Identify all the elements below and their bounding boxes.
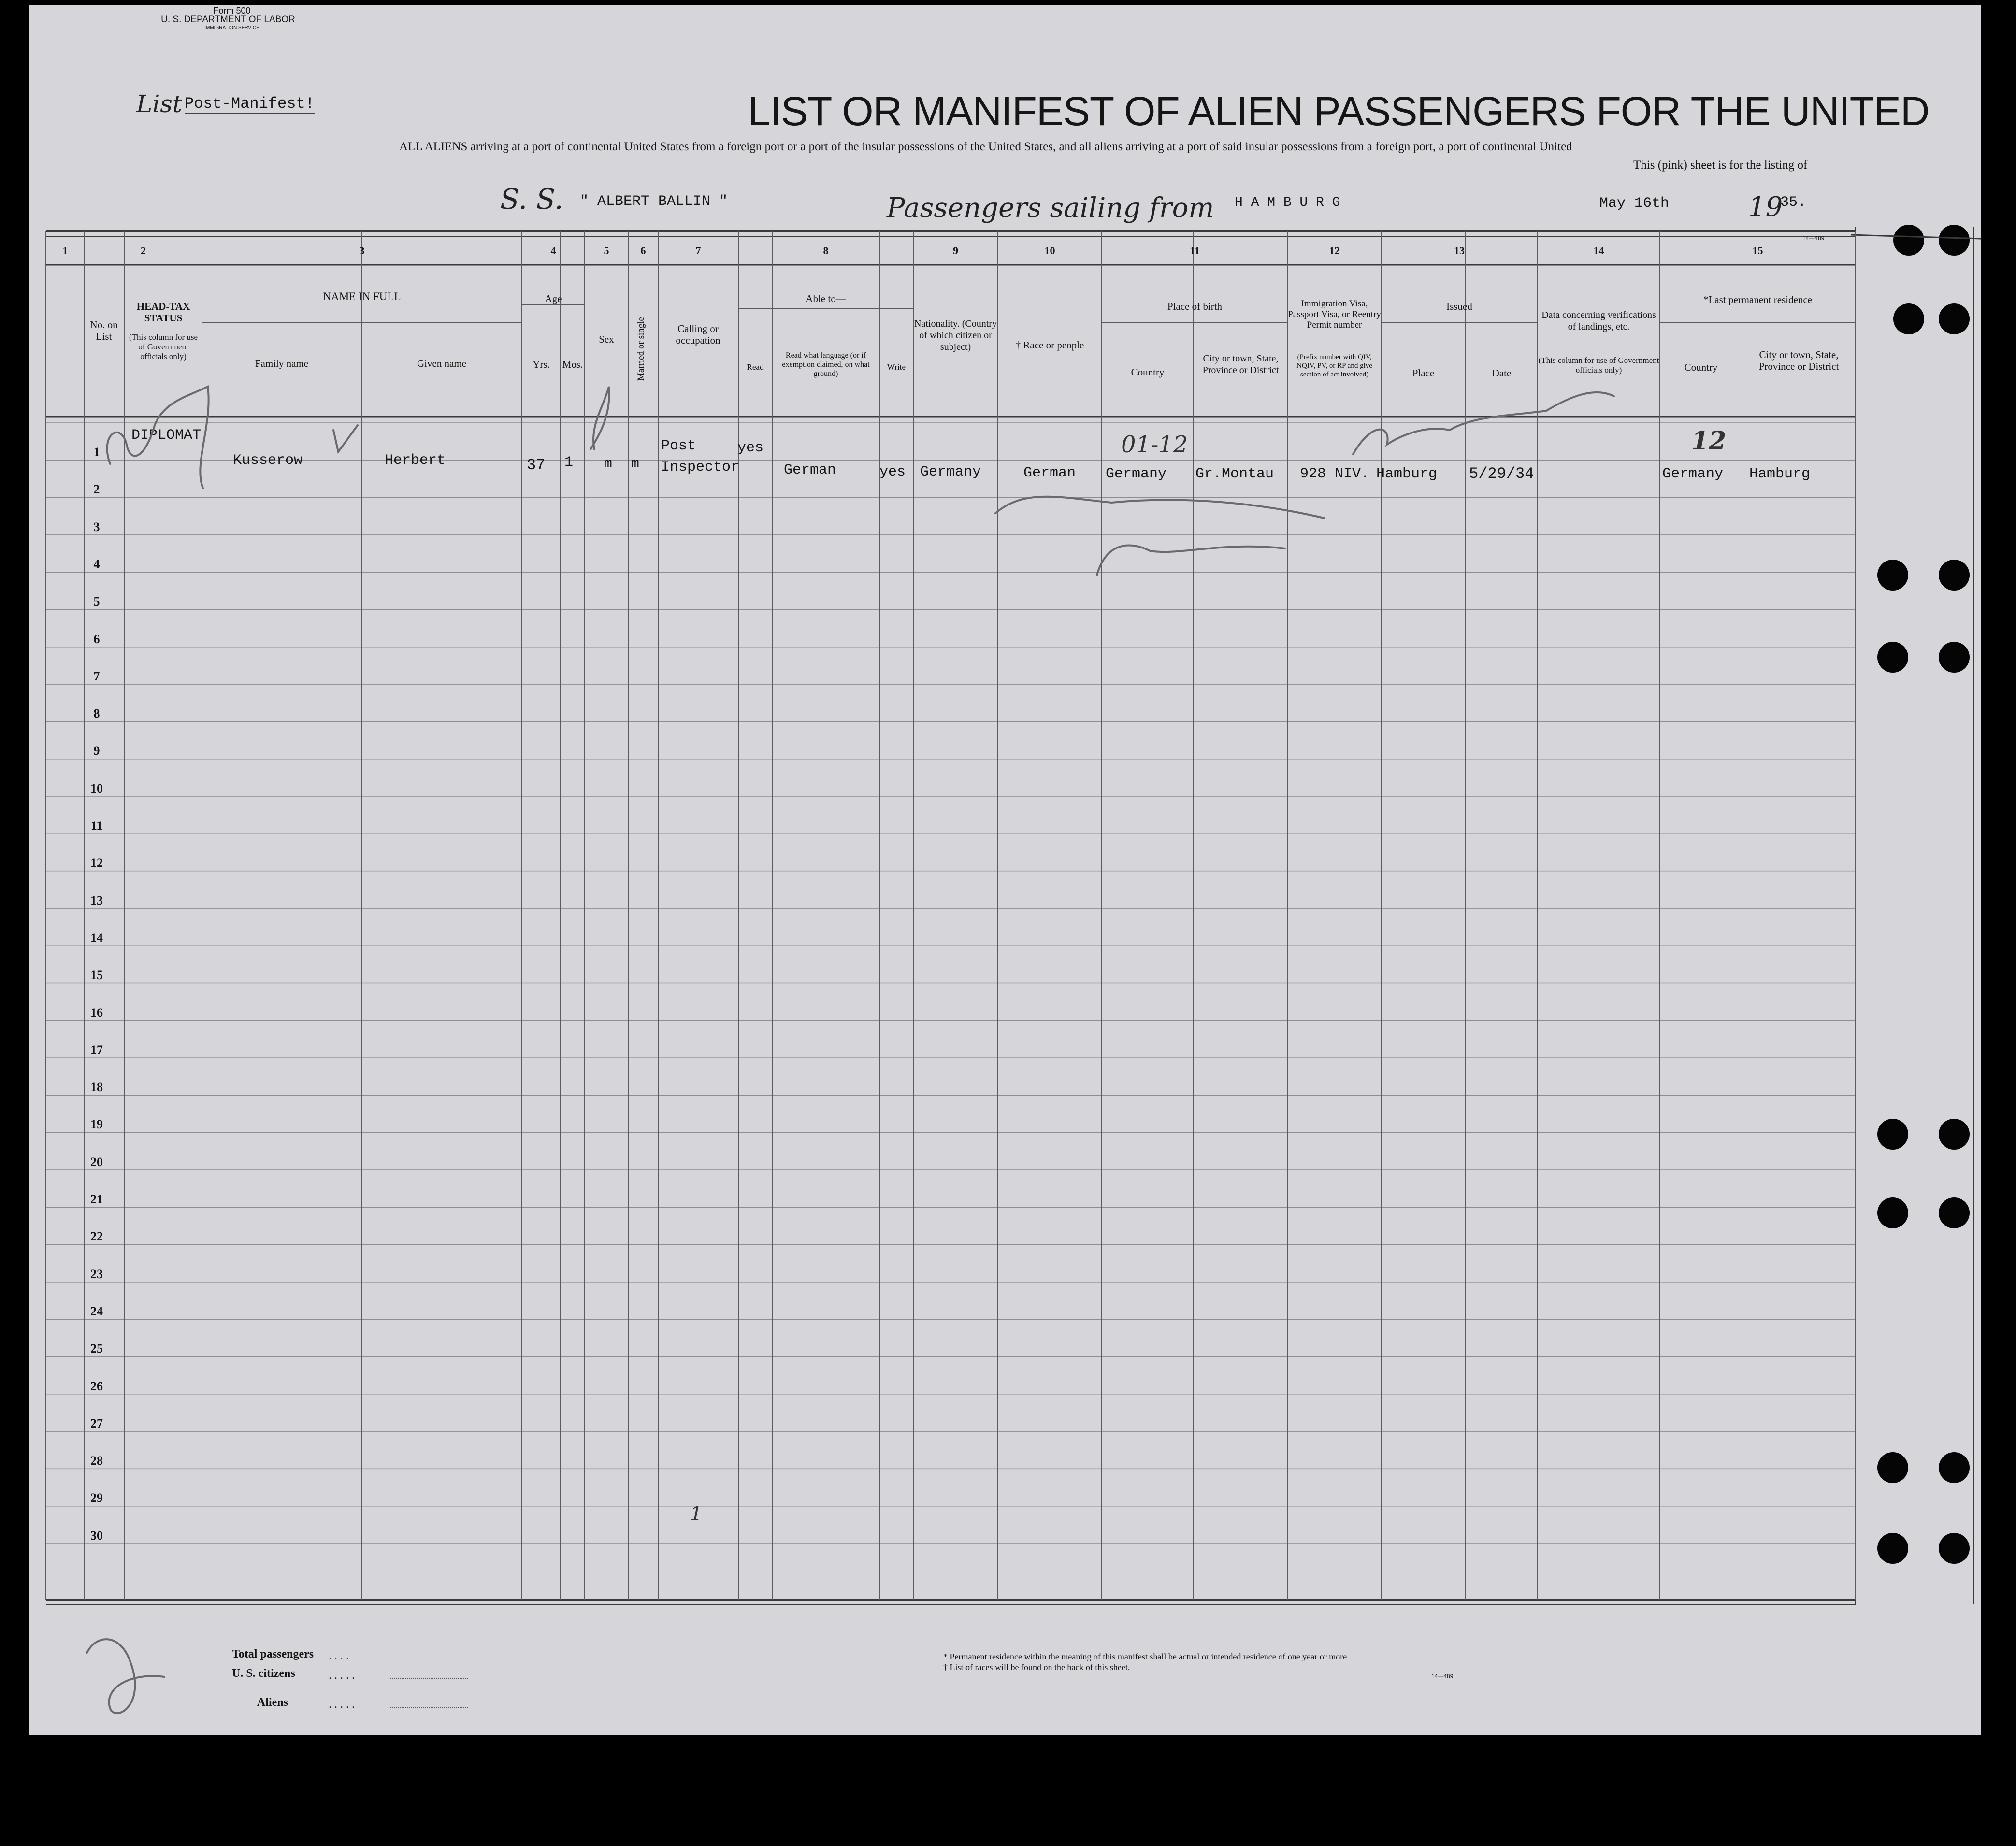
handwritten-scrawl-headtax: [107, 387, 209, 488]
column-number: 9: [953, 245, 958, 257]
total-passengers-label: Total passengers: [232, 1648, 314, 1660]
read-language: German: [784, 462, 836, 478]
issued-place: Hamburg: [1376, 466, 1438, 482]
dot-leader: . . . .: [329, 1650, 349, 1662]
row-number: 26: [90, 1379, 103, 1393]
header-res-country: Country: [1684, 361, 1718, 373]
age-months: 1: [564, 454, 574, 471]
birth-country: Germany: [1106, 466, 1167, 482]
us-citizens-label: U. S. citizens: [232, 1667, 295, 1680]
header-issued-place: Place: [1412, 367, 1435, 379]
header-married: Married or single: [636, 317, 646, 381]
official-signature: [1353, 392, 1614, 454]
head-tax-status: DIPLOMAT: [131, 427, 202, 444]
header-head-tax: HEAD-TAX STATUS: [136, 301, 190, 324]
row-number: 1: [93, 445, 100, 459]
column-number: 5: [604, 245, 609, 257]
row-number: 16: [90, 1005, 103, 1020]
header-head-tax-note: (This column for use of Government officials only): [129, 332, 198, 361]
row-number: 22: [90, 1229, 103, 1244]
port: H A M B U R G: [1235, 195, 1340, 210]
row-number: 14: [90, 930, 103, 945]
header-no-on-list: No. on List: [90, 319, 118, 342]
row-number: 15: [90, 968, 103, 982]
row-number: 30: [90, 1528, 103, 1543]
instruction-line-2: This (pink) sheet is for the listing of: [1633, 159, 1808, 172]
aliens-line: [390, 1707, 468, 1708]
header-name-in-full: NAME IN FULL: [323, 290, 401, 303]
column-number: 3: [359, 245, 365, 257]
header-calling: Calling or occupation: [676, 323, 720, 346]
form-number: Form 500: [213, 6, 251, 15]
footnote-1: * Permanent residence within the meaning of this manifest shall be actual or intended residence of one year or more.: [943, 1652, 1349, 1661]
ship-name: " ALBERT BALLIN ": [580, 193, 728, 210]
column-number: 15: [1752, 245, 1763, 257]
header-nationality: Nationality. (Country of which citizen or subject): [914, 318, 997, 352]
row-number: 2: [93, 482, 100, 497]
list-value: Post-Manifest!: [185, 95, 315, 113]
row-number: 7: [93, 669, 100, 683]
residence-city: Hamburg: [1749, 466, 1811, 482]
birth-city: Gr.Montau: [1195, 466, 1274, 482]
row-number: 17: [90, 1042, 103, 1057]
header-race: † Race or people: [1015, 339, 1084, 351]
row-number: 24: [90, 1304, 103, 1318]
occupation-line-1: Post: [661, 438, 696, 454]
row-number: 28: [90, 1454, 103, 1468]
header-birth-country: Country: [1131, 366, 1165, 378]
able-to-write: yes: [879, 464, 906, 480]
header-data-concerning: Data concerning verifications of landings, etc.: [1541, 310, 1656, 332]
row-number: 29: [90, 1491, 103, 1505]
occupation-line-2: Inspector: [661, 459, 740, 476]
pen-stroke: [590, 387, 609, 449]
column-number: 1: [62, 245, 68, 257]
column-number: 6: [640, 245, 646, 257]
row-number: 4: [93, 557, 100, 571]
row-number: 18: [90, 1080, 103, 1095]
header-age: Age: [545, 293, 562, 304]
able-to-read: yes: [737, 440, 764, 456]
row-number: 3: [93, 519, 100, 534]
header-res-city: City or town, State, Province or District: [1758, 349, 1839, 372]
header-given-name: Given name: [417, 358, 467, 369]
column-number: 2: [141, 245, 146, 257]
header-visa-note: (Prefix number with QIV, NQIV, PV, or RP and give section of act involved): [1296, 353, 1372, 378]
row-number: 9: [93, 744, 100, 758]
column-number: 10: [1044, 245, 1055, 257]
margin-mark: [87, 1639, 164, 1713]
header-family-name: Family name: [255, 358, 309, 369]
citizens-line: [390, 1678, 468, 1679]
column-number: 12: [1329, 245, 1340, 257]
column-number: 11: [1190, 245, 1200, 257]
header-mos: Mos.: [562, 359, 583, 370]
column-number: 7: [695, 245, 701, 257]
header-data-note: (This column for use of Government officials only): [1538, 356, 1659, 375]
residence-code-annotation: 12: [1691, 426, 1727, 456]
row-number: 11: [90, 819, 103, 833]
header-read-language: Read what language (or if exemption claimed, on what ground): [782, 351, 870, 378]
row-number: 10: [90, 781, 103, 795]
row-number: 8: [93, 707, 100, 721]
column-number: 4: [550, 245, 556, 257]
row-number: 21: [90, 1192, 103, 1206]
sailing-label: Passengers sailing from: [887, 192, 1214, 224]
page-mark: 1: [690, 1503, 703, 1525]
header-read: Read: [747, 362, 764, 372]
row-number: 19: [90, 1117, 103, 1132]
row-number: 20: [90, 1154, 103, 1169]
year-prefix: 19: [1748, 191, 1783, 223]
family-name: Kusserow: [233, 452, 303, 469]
row-number: 5: [93, 594, 100, 609]
row-number: 13: [90, 893, 103, 908]
row-number: 25: [90, 1341, 103, 1356]
race: German: [1023, 465, 1076, 481]
aliens-label: Aliens: [257, 1696, 288, 1709]
check-mark: [333, 425, 358, 452]
row-number: 27: [90, 1416, 103, 1430]
row-number: 6: [93, 632, 100, 646]
nationality: Germany: [920, 464, 981, 480]
row-number: 23: [90, 1267, 103, 1281]
age-years: 37: [527, 456, 546, 474]
header-sex: Sex: [599, 333, 614, 345]
service: IMMIGRATION SERVICE: [204, 25, 259, 30]
header-able-to: Able to—: [806, 293, 846, 304]
column-number: 14: [1593, 245, 1604, 257]
top-print-code: 14—489: [1802, 235, 1825, 242]
header-place-of-birth: Place of birth: [1167, 301, 1223, 312]
header-issued: Issued: [1446, 301, 1472, 312]
issued-date: 5/29/34: [1469, 465, 1534, 483]
print-code: 14—489: [1431, 1673, 1454, 1680]
residence-country: Germany: [1662, 466, 1724, 482]
ss-label: S. S.: [500, 183, 563, 216]
year-suffix: 35.: [1780, 194, 1807, 211]
instruction-line-1: ALL ALIENS arriving at a port of continental United States from a foreign port or a port of the insular possessions of the United States, and all aliens arriving at a port of said insular possessions from a foreign port, a port of continental United: [399, 140, 1572, 153]
header-visa: Immigration Visa, Passport Visa, or Reentry Permit number: [1288, 299, 1381, 330]
column-number: 8: [823, 245, 829, 257]
sex: m: [604, 456, 612, 471]
faint-signature: [995, 497, 1324, 518]
list-label: List: [136, 90, 182, 118]
married-status: m: [631, 456, 639, 471]
header-write: Write: [887, 362, 906, 372]
row-number: 12: [90, 856, 103, 870]
sailing-date: May 16th: [1599, 195, 1670, 212]
birth-code-annotation: 01-12: [1121, 431, 1188, 458]
header-birth-city: City or town, State, Province or District: [1202, 353, 1279, 375]
visa-number: 928 NIV.: [1300, 466, 1370, 482]
dot-leader: . . . . .: [329, 1698, 355, 1711]
faint-signature-2: [1097, 545, 1285, 575]
manifest-title: LIST OR MANIFEST OF ALIEN PASSENGERS FOR THE UNITED: [748, 88, 1930, 134]
dot-leader: . . . . .: [329, 1669, 355, 1682]
department: U. S. DEPARTMENT OF LABOR: [161, 14, 295, 25]
given-name: Herbert: [385, 452, 446, 469]
footnote-2: † List of races will be found on the back of this sheet.: [943, 1662, 1130, 1672]
header-last-residence: *Last permanent residence: [1703, 294, 1813, 305]
header-issued-date: Date: [1492, 367, 1512, 379]
header-yrs: Yrs.: [533, 359, 550, 370]
column-number: 13: [1454, 245, 1465, 257]
